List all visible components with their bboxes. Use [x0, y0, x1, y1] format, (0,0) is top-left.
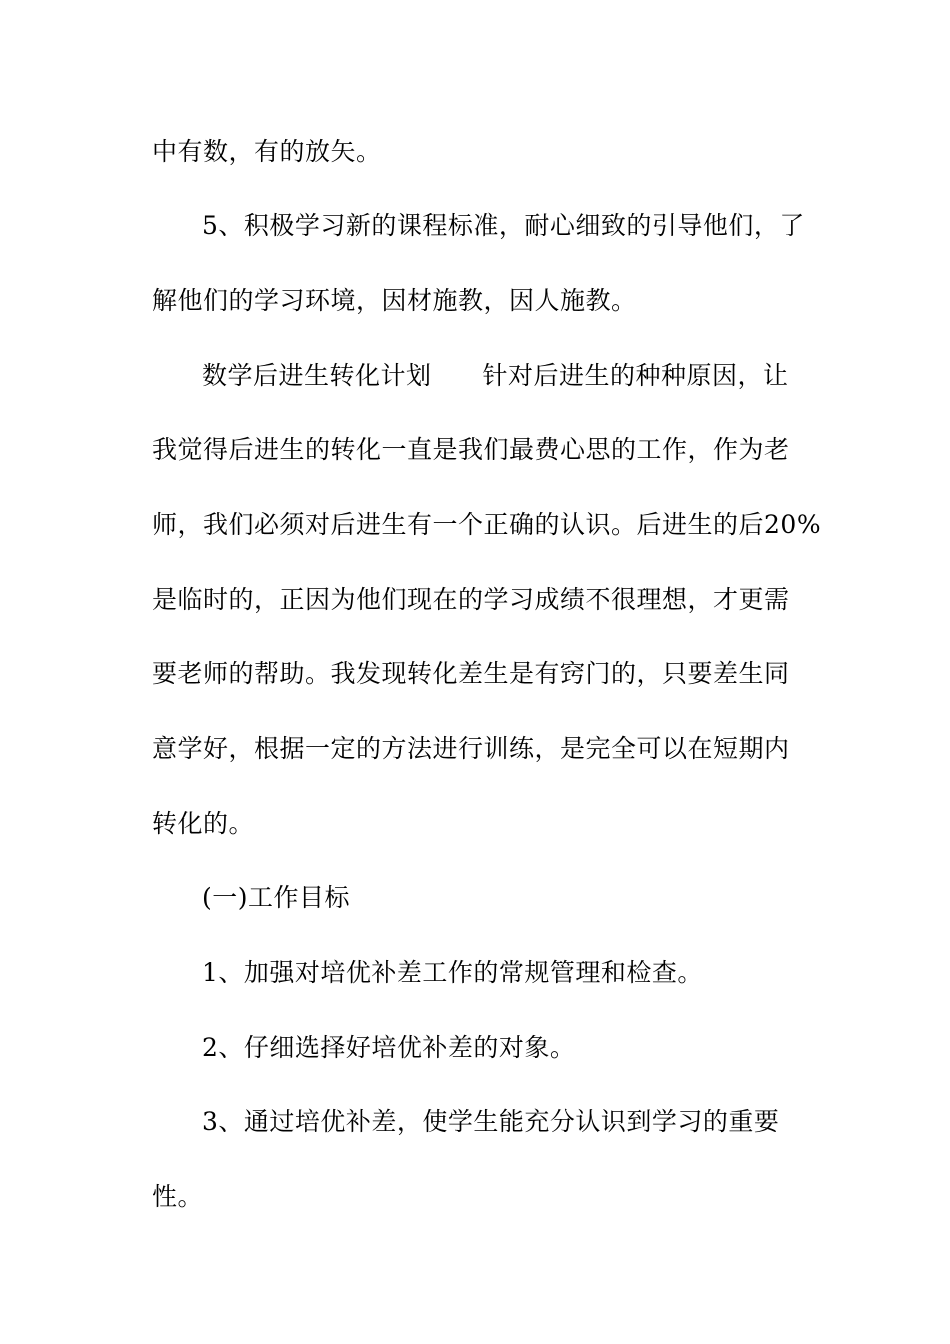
text-line: 要老师的帮助。我发现转化差生是有窍门的，只要差生同 — [152, 659, 790, 688]
text-line: 是临时的，正因为他们现在的学习成绩不很理想，才更需 — [152, 585, 790, 614]
text-line: 数学后进生转化计划 针对后进生的种种原因，让 — [202, 361, 789, 390]
text-line: 解他们的学习环境，因材施教，因人施教。 — [152, 286, 637, 315]
text-line: 5、积极学习新的课程标准，耐心细致的引导他们，了 — [202, 211, 805, 240]
text-line: 转化的。 — [152, 809, 255, 838]
text-line: 意学好，根据一定的方法进行训练，是完全可以在短期内 — [152, 734, 790, 763]
list-item: 2、仔细选择好培优补差的对象。 — [202, 1033, 576, 1062]
list-item: 3、通过培优补差，使学生能充分认识到学习的重要 — [202, 1107, 780, 1136]
section-heading: (一)工作目标 — [202, 883, 351, 912]
text-line: 我觉得后进生的转化一直是我们最费心思的工作，作为老 — [152, 435, 790, 464]
text-line: 师，我们必须对后进生有一个正确的认识。后进生的后20% — [152, 510, 822, 539]
text-line: 中有数，有的放矢。 — [152, 137, 382, 166]
list-item: 1、加强对培优补差工作的常规管理和检查。 — [202, 958, 703, 987]
text-line: 性。 — [152, 1182, 204, 1211]
